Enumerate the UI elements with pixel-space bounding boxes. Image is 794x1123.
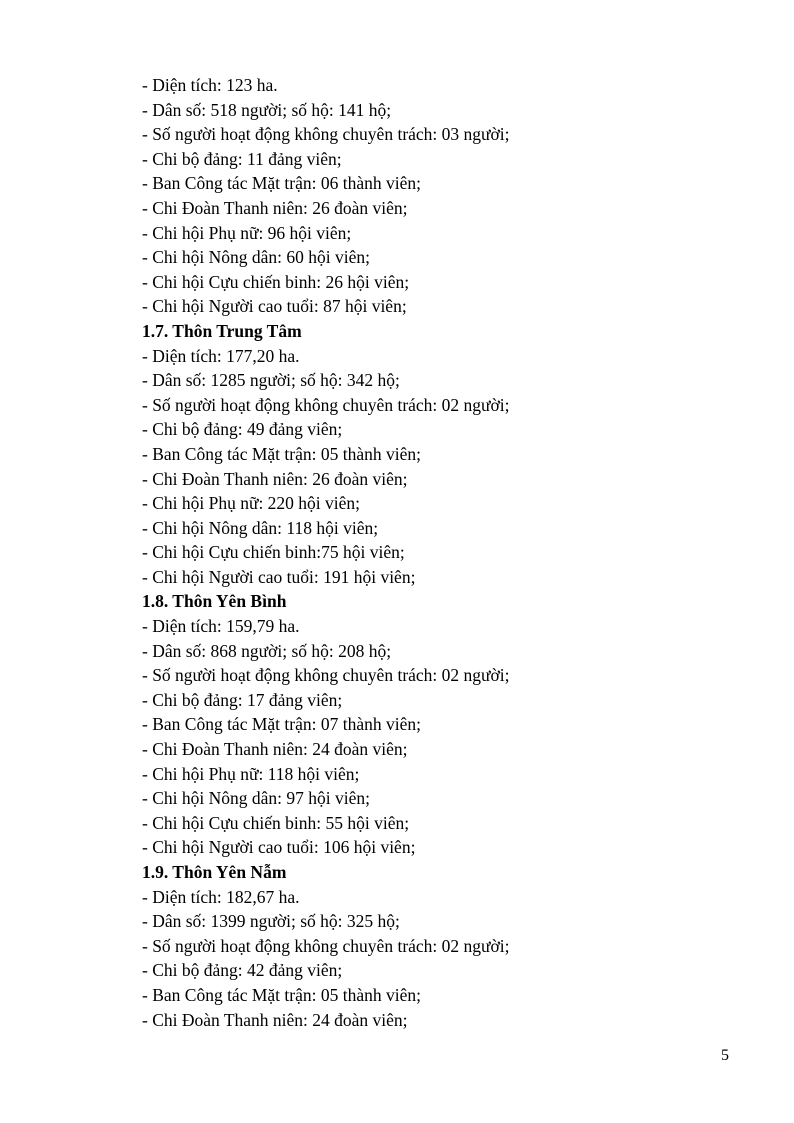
list-item: - Chi hội Nông dân: 118 hội viên; (142, 517, 379, 538)
list-item: - Số người hoạt động không chuyên trách: 02 người; (142, 394, 510, 415)
list-item: - Chi hội Người cao tuổi: 87 hội viên; (142, 296, 407, 317)
list-item: - Dân số: 1399 người; số hộ: 325 hộ; (142, 911, 400, 932)
list-item: - Chi Đoàn Thanh niên: 24 đoàn viên; (142, 739, 408, 760)
list-item: - Ban Công tác Mặt trận: 07 thành viên; (142, 714, 421, 735)
page-number: 5 (721, 1047, 729, 1064)
list-item: - Diện tích: 123 ha. (142, 75, 278, 95)
list-item: - Chi bộ đảng: 17 đảng viên; (142, 689, 343, 710)
list-item: - Chi Đoàn Thanh niên: 26 đoàn viên; (142, 468, 408, 489)
list-item: - Chi hội Phụ nữ: 220 hội viên; (142, 493, 361, 514)
list-item: - Chi Đoàn Thanh niên: 26 đoàn viên; (142, 197, 408, 218)
section-heading: 1.7. Thôn Trung Tâm (142, 320, 302, 341)
list-item: - Số người hoạt động không chuyên trách: 03 người; (142, 124, 510, 145)
list-item: - Dân số: 868 người; số hộ: 208 hộ; (142, 640, 392, 661)
list-item: - Chi Đoàn Thanh niên: 24 đoàn viên; (142, 1009, 408, 1030)
intro-list (142, 73, 742, 319)
list-item: - Ban Công tác Mặt trận: 05 thành viên; (142, 984, 421, 1005)
list-item: - Chi hội Nông dân: 97 hội viên; (142, 788, 370, 809)
list-item: - Chi hội Cựu chiến binh:75 hội viên; (142, 542, 405, 563)
list-item: - Số người hoạt động không chuyên trách: 02 người; (142, 935, 510, 956)
list-item: - Chi hội Người cao tuổi: 106 hội viên; (142, 837, 416, 858)
list-item: - Chi bộ đảng: 42 đảng viên; (142, 960, 343, 981)
list-item: - Ban Công tác Mặt trận: 05 thành viên; (142, 443, 421, 464)
section-thon-trung-tam (142, 319, 742, 590)
section-thon-yen-nam (142, 860, 742, 1032)
list-item: - Chi bộ đảng: 11 đảng viên; (142, 148, 342, 169)
list-item: - Chi bộ đảng: 49 đảng viên; (142, 419, 343, 440)
list-item: - Chi hội Phụ nữ: 96 hội viên; (142, 222, 352, 243)
section-heading: 1.8. Thôn Yên Bình (142, 591, 287, 612)
list-item: - Chi hội Phụ nữ: 118 hội viên; (142, 763, 360, 784)
list-item: - Chi hội Người cao tuổi: 191 hội viên; (142, 566, 416, 587)
document-body (142, 73, 742, 1032)
list-item: - Chi hội Nông dân: 60 hội viên; (142, 247, 370, 268)
list-item: - Chi hội Cựu chiến binh: 26 hội viên; (142, 271, 410, 292)
section-thon-yen-binh (142, 589, 742, 860)
list-item: - Dân số: 518 người; số hộ: 141 hộ; (142, 99, 392, 120)
list-item: - Diện tích: 159,79 ha. (142, 616, 300, 637)
list-item: - Ban Công tác Mặt trận: 06 thành viên; (142, 173, 421, 194)
section-heading: 1.9. Thôn Yên Nẫm (142, 862, 287, 882)
list-item: - Dân số: 1285 người; số hộ: 342 hộ; (142, 370, 400, 391)
list-item: - Số người hoạt động không chuyên trách: 02 người; (142, 665, 510, 686)
list-item: - Diện tích: 177,20 ha. (142, 345, 300, 366)
list-item: - Diện tích: 182,67 ha. (142, 886, 300, 907)
list-item: - Chi hội Cựu chiến binh: 55 hội viên; (142, 812, 410, 833)
